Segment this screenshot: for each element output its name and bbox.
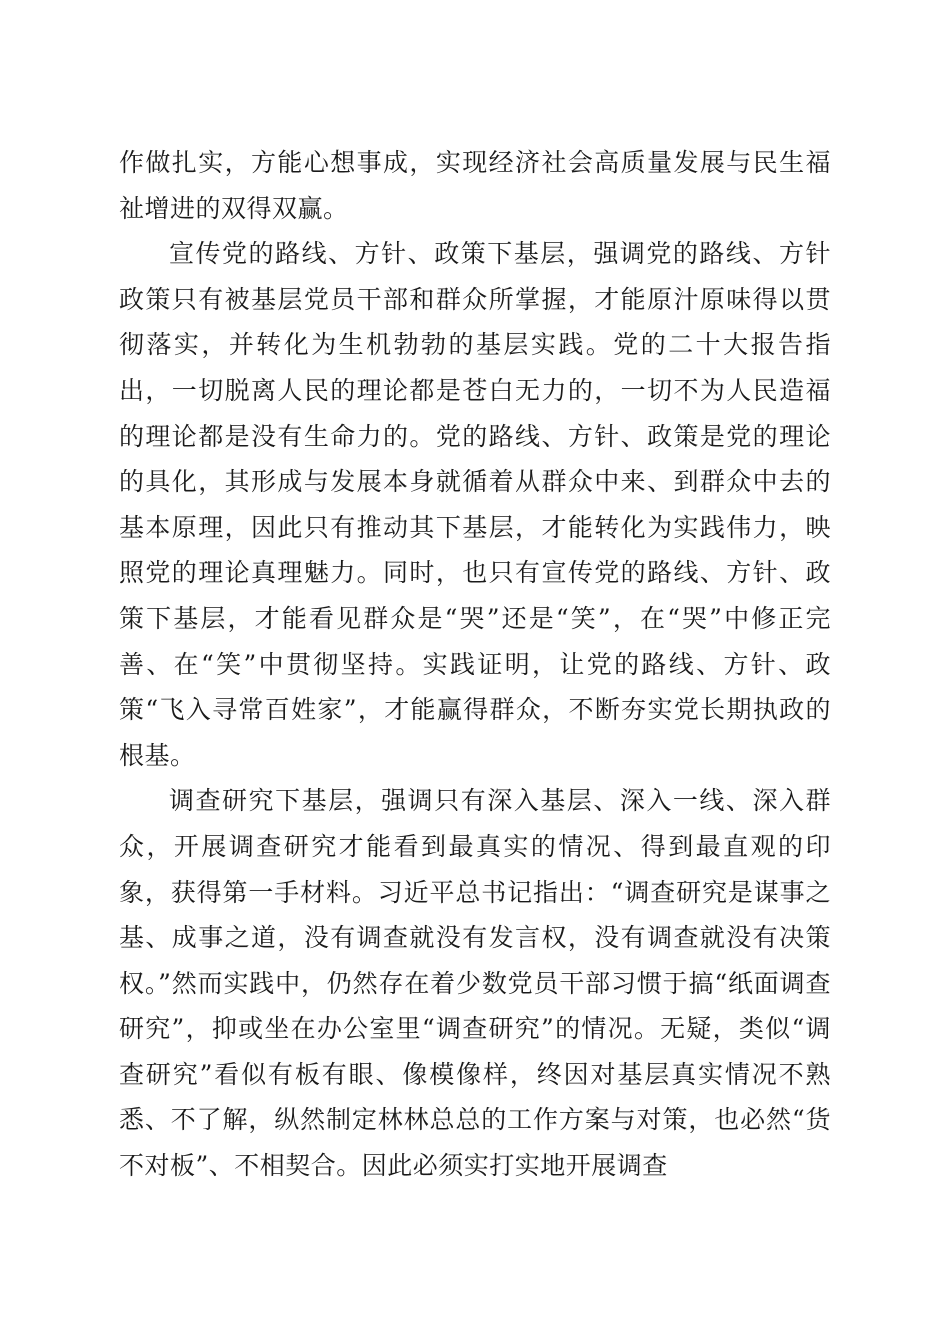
paragraph-continuation: 作做扎实，方能心想事成，实现经济社会高质量发展与民生福祉增进的双得双赢。 xyxy=(119,148,831,223)
document-body xyxy=(119,140,831,1189)
paragraph-policy-propaganda: 宣传党的路线、方针、政策下基层，强调党的路线、方针政策只有被基层党员干部和群众所掌握，才能原汁原味得以贯彻落实，并转化为生机勃勃的基层实践。党的二十大报告指出，一切脱离人民的理论都是苍白无力的，一切不为人民造福的理论都是没有生命力的。党的路线、方针、政策是党的理论的具化，其形成与发展本身就循着从群众中来、到群众中去的基本原理，因此只有推动其下基层，才能转化为实践伟力，映照党的理论真理魅力。同时，也只有宣传党的路线、方针、政策下基层，才能看见群众是“哭”还是“笑”，在“哭”中修正完善、在“笑”中贯彻坚持。实践证明，让党的路线、方针、政策“飞入寻常百姓家”，才能赢得群众，不断夯实党长期执政的根基。 xyxy=(119,239,831,770)
paragraph-investigation-research: 调查研究下基层，强调只有深入基层、深入一线、深入群众，开展调查研究才能看到最真实的情况、得到最直观的印象，获得第一手材料。习近平总书记指出：“调查研究是谋事之基、成事之道，没有调查就没有发言权，没有调查就没有决策权。”然而实践中，仍然存在着少数党员干部习惯于搞“纸面调查研究”，抑或坐在办公室里“调查研究”的情况。无疑，类似“调查研究”看似有板有眼、像模像样，终因对基层真实情况不熟悉、不了解，纵然制定林林总总的工作方案与对策，也必然“货不对板”、不相契合。因此必须实打实地开展调查 xyxy=(119,786,831,1181)
